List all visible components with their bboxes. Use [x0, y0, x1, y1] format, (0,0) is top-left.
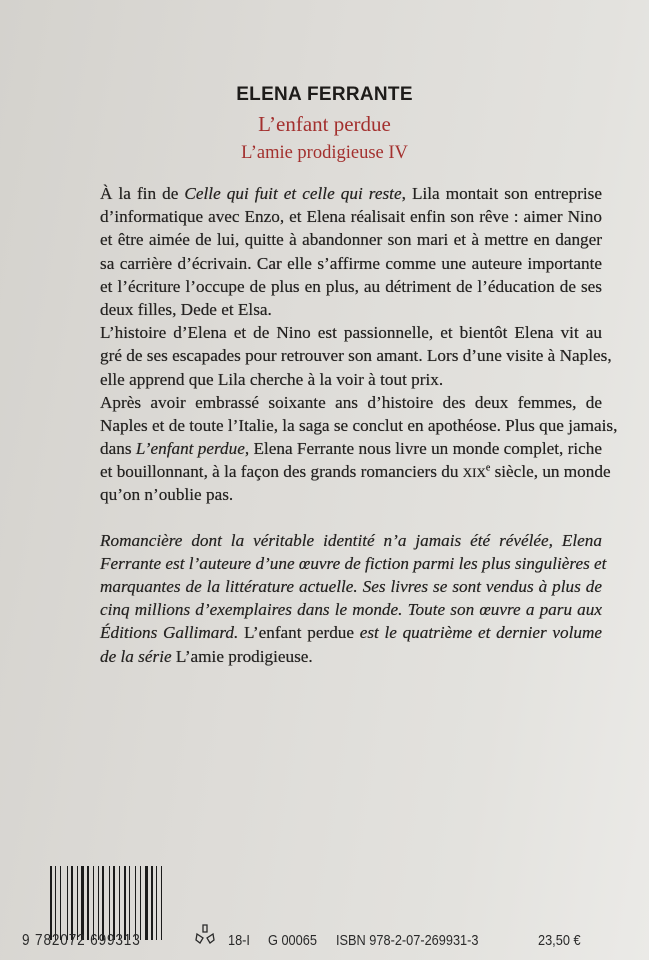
barcode-bar — [77, 866, 78, 940]
text-line — [100, 621, 602, 644]
isbn: ISBN 978-2-07-269931-3 — [336, 932, 479, 949]
barcode-bar — [98, 866, 99, 940]
text-segment: et être aimée de lui, quitte à abandonner son mari et à mettre en danger — [100, 230, 602, 250]
barcode-bar — [60, 866, 61, 940]
barcode-bar — [67, 866, 68, 940]
text-line — [100, 552, 607, 575]
text-segment: Celle qui fuit et celle qui reste — [184, 184, 402, 203]
barcode-bar — [140, 866, 141, 940]
text-line — [100, 321, 602, 344]
text-segment: et bouillonnant, à la façon des grands romanciers du — [100, 462, 463, 482]
text-line — [100, 645, 602, 668]
text-segment: Naples et de toute l’Italie, la saga se conclut en apothéose. Plus que jamais, — [100, 415, 618, 435]
publisher-logo-icon — [195, 924, 215, 946]
text-segment: Après avoir embrassé soixante ans d’histoire des deux femmes, de — [100, 392, 602, 412]
barcode-bar — [55, 866, 56, 940]
text-segment: L’amie prodigieuse. — [175, 646, 313, 666]
barcode — [50, 866, 182, 940]
barcode-bar — [156, 866, 157, 940]
text-segment: , Elena Ferrante nous livre un monde complet, riche — [244, 439, 602, 459]
text-line — [100, 368, 602, 391]
text-segment: gré de ses escapades pour retrouver son amant. Lors d’une visite à Naples, — [100, 346, 612, 366]
barcode-bar — [93, 866, 94, 940]
barcode-bar — [81, 866, 84, 940]
text-line — [100, 414, 618, 437]
text-segment: siècle, un monde — [490, 462, 611, 482]
text-segment: d’informatique avec Enzo, et Elena réalisait enfin son rêve : aimer Nino — [100, 207, 602, 227]
text-segment: et l’écriture l’occupe de plus en plus, au détriment de l’éducation de ses — [100, 276, 602, 296]
series-subtitle: L’amie prodigieuse IV — [241, 143, 408, 163]
text-segment: Éditions Gallimard. — [100, 623, 244, 643]
text-segment: L’histoire d’Elena et de Nino est passionnelle, et bientôt Elena vit au — [100, 323, 602, 343]
text-segment: Ferrante est l’auteure d’une œuvre de fiction parmi les plus singulières et — [100, 553, 607, 573]
text-segment: Romancière dont la véritable identité n’a jamais été révélée, Elena — [100, 530, 602, 550]
text-segment: elle apprend que Lila cherche à la voir à tout prix. — [100, 369, 444, 389]
printing-code: 18-I — [228, 932, 250, 949]
text-line — [100, 228, 602, 251]
text-segment: de la série — [100, 646, 176, 666]
text-segment: , Lila montait son entreprise — [401, 184, 603, 203]
text-segment: XIX — [462, 465, 486, 481]
barcode-bar — [151, 866, 153, 940]
text-line — [100, 598, 602, 621]
text-line — [100, 344, 612, 367]
barcode-bar — [50, 866, 52, 940]
text-line — [100, 275, 602, 298]
barcode-bar — [109, 866, 110, 940]
back-cover-text — [100, 182, 618, 668]
barcode-bar — [135, 866, 136, 940]
barcode-bar — [119, 866, 120, 940]
text-segment: L’enfant perdue — [243, 623, 355, 643]
text-segment: cinq millions d’exemplaires dans le monde. Toute son œuvre a paru aux — [100, 600, 602, 620]
barcode-digits: 9 782072 699313 — [22, 932, 141, 949]
catalog-code: G 00065 — [268, 932, 317, 949]
barcode-bar — [145, 866, 148, 940]
text-line — [100, 391, 602, 414]
text-segment: À la fin de — [100, 184, 185, 203]
text-segment: dans — [100, 439, 136, 459]
text-line — [100, 529, 602, 552]
barcode-bar — [161, 866, 162, 940]
text-segment: marquantes de la littérature actuelle. Ses livres se sont vendus à plus de — [100, 577, 602, 596]
text-line — [100, 252, 602, 275]
text-segment: qu’on n’oublie pas. — [100, 485, 234, 505]
barcode-bar — [71, 866, 73, 940]
text-line — [100, 205, 602, 228]
text-segment: sa carrière d’écrivain. Car elle s’affirme comme une auteure importante — [100, 253, 602, 273]
text-segment: deux filles, Dede et Elsa. — [100, 299, 272, 319]
barcode-bar — [113, 866, 115, 940]
text-line — [100, 575, 602, 598]
text-segment: est le quatrième et dernier volume — [354, 623, 602, 643]
barcode-bar — [129, 866, 130, 940]
book-title: L’enfant perdue — [258, 112, 391, 136]
text-line — [100, 437, 602, 460]
text-segment: L’enfant perdue — [135, 439, 245, 459]
text-line — [100, 460, 611, 483]
author-name: ELENA FERRANTE — [236, 84, 413, 105]
text-line — [100, 298, 602, 321]
barcode-bar — [124, 866, 126, 940]
price: 23,50 € — [538, 932, 581, 949]
text-line — [100, 483, 602, 506]
text-line — [100, 182, 602, 205]
barcode-bar — [102, 866, 104, 940]
text-segment: e — [485, 462, 491, 474]
barcode-bar — [87, 866, 89, 940]
